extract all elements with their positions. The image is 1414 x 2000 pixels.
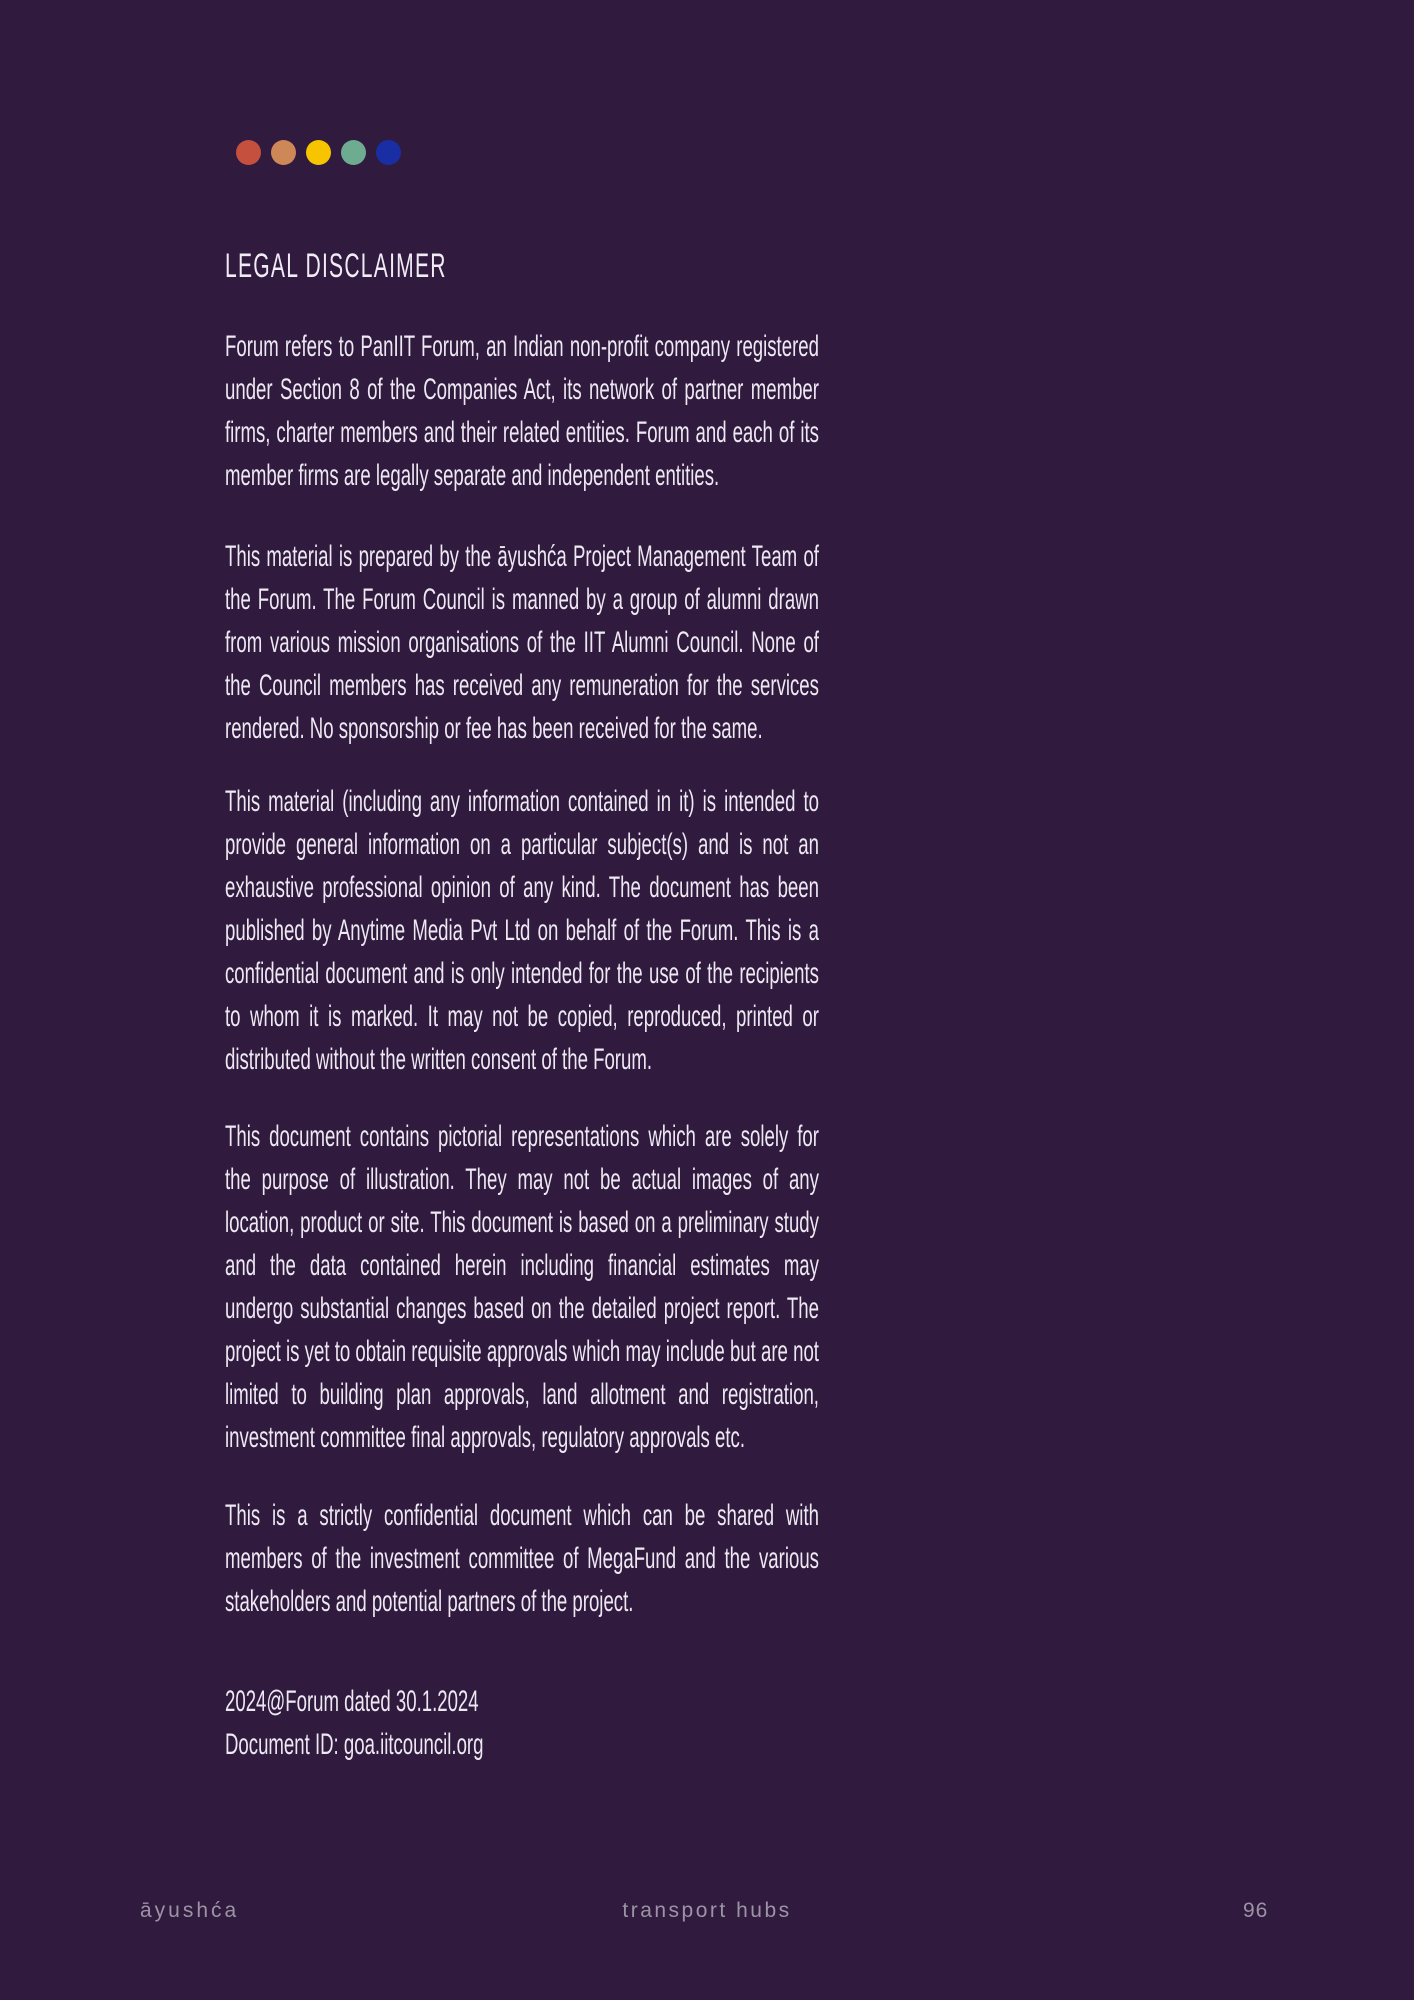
disclaimer-paragraph-3: This material (including any information contained in it) is intended to provide general information on a particular subject(s) and is not an exhaustive professional opinion of any kind. The document has been published by Anytime Media Pvt Ltd on behalf of the Forum. This is a confidential document and is only intended for the use of the recipients to whom it is marked. It may not be copied, reproduced, printed or distributed without the written consent of the Forum. (225, 785, 819, 1076)
footer-page-number: 96 (1243, 1899, 1269, 1922)
disclaimer-paragraph-2: This material is prepared by the āyushća Project Management Team of the Forum. The Forum Council is manned by a group of alumni drawn from various mission organisations of the IIT Alumni Council. None of the Council members has received any remuneration for the services rendered. No sponsorship or fee has been received for the same. (225, 540, 819, 745)
disclaimer-paragraph-1: Forum refers to PanIIT Forum, an Indian non-profit company registered under Section 8 of the Companies Act, its network of partner member firms, charter members and their related entities. Forum and each of its member firms are legally separate and independent entities. (225, 330, 819, 492)
footer-section-label: transport hubs (622, 1899, 792, 1922)
footer-brand: āyushća (140, 1899, 240, 1922)
disclaimer-paragraph-5: This is a strictly confidential document which can be shared with members of the investment committee of MegaFund and the various stakeholders and potential partners of the project. (225, 1499, 819, 1618)
document-meta (225, 1680, 483, 1766)
disclaimer-content (225, 0, 819, 2000)
document-id-line: Document ID: goa.iitcouncil.org (225, 1728, 484, 1761)
disclaimer-paragraph-4: This document contains pictorial representations which are solely for the purpose of illustration. They may not be actual images of any location, product or site. This document is based on a preliminary study and the data contained herein including financial estimates may undergo substantial changes based on the detailed project report. The project is yet to obtain requisite approvals which may include but are not limited to building plan approvals, land allotment and registration, investment committee final approvals, regulatory approvals etc. (225, 1120, 819, 1454)
copyright-date-line: 2024@Forum dated 30.1.2024 (225, 1685, 479, 1718)
page-title: LEGAL DISCLAIMER (225, 247, 447, 285)
